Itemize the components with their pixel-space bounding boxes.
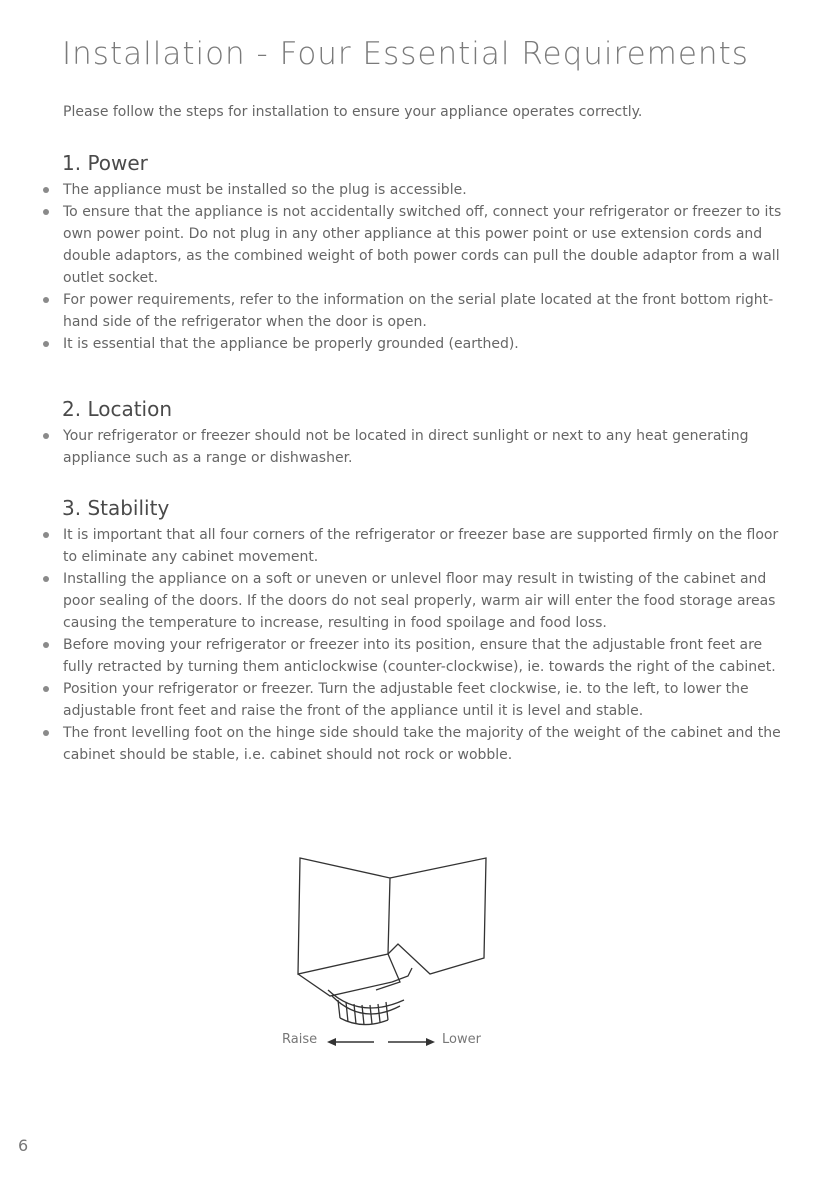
levelling-foot-illustration	[280, 850, 510, 1050]
lower-label: Lower	[442, 1032, 481, 1047]
list-item: To ensure that the appliance is not accidentally switched off, connect your refrigerator or freezer to its own power point. Do not plug in any other appliance at this power point or use extension cords and double adaptors, as the combined weight of both power cords can pull the double adaptor from a wall outlet socket.	[40, 201, 785, 289]
list-item: It is important that all four corners of the refrigerator or freezer base are supported firmly on the floor to eliminate any cabinet movement.	[40, 524, 785, 568]
bullet-list	[40, 524, 785, 766]
intro-text: Please follow the steps for installation to ensure your appliance operates correctly.	[63, 104, 643, 120]
bullet-list	[40, 179, 785, 355]
list-item: The front levelling foot on the hinge side should take the majority of the weight of the cabinet and the cabinet should be stable, i.e. cabinet should not rock or wobble.	[40, 722, 785, 766]
section-stability	[40, 496, 785, 766]
bullet-icon	[43, 341, 49, 347]
arrow-right-icon	[386, 1036, 436, 1048]
bullet-icon	[43, 433, 49, 439]
section-location	[40, 397, 785, 469]
bullet-icon	[43, 686, 49, 692]
bullet-icon	[43, 642, 49, 648]
bullet-list	[40, 425, 785, 469]
section-heading: 1. Power	[62, 151, 148, 175]
bullet-icon	[43, 576, 49, 582]
bullet-icon	[43, 297, 49, 303]
list-item: For power requirements, refer to the information on the serial plate located at the front bottom right-hand side of the refrigerator when the door is open.	[40, 289, 785, 333]
page-number: 6	[18, 1136, 29, 1155]
list-item: It is essential that the appliance be properly grounded (earthed).	[40, 333, 785, 355]
page-title: Installation - Four Essential Requirements	[62, 36, 749, 72]
section-heading: 3. Stability	[62, 496, 170, 520]
refrigerator-foot-drawing	[280, 850, 510, 1030]
arrow-left-icon	[326, 1036, 376, 1048]
bullet-icon	[43, 532, 49, 538]
list-item: Before moving your refrigerator or freezer into its position, ensure that the adjustable front feet are fully retracted by turning them anticlockwise (counter-clockwise), ie. towards the right of the cabinet.	[40, 634, 785, 678]
raise-label: Raise	[282, 1032, 318, 1047]
list-item: Position your refrigerator or freezer. Turn the adjustable feet clockwise, ie. to the left, to lower the adjustable front feet and raise the front of the appliance until it is level and stable.	[40, 678, 785, 722]
section-heading: 2. Location	[62, 397, 173, 421]
bullet-icon	[43, 209, 49, 215]
list-item: The appliance must be installed so the plug is accessible.	[40, 179, 785, 201]
list-item: Your refrigerator or freezer should not be located in direct sunlight or next to any heat generating appliance such as a range or dishwasher.	[40, 425, 785, 469]
bullet-icon	[43, 730, 49, 736]
section-power	[40, 151, 785, 355]
bullet-icon	[43, 187, 49, 193]
list-item: Installing the appliance on a soft or uneven or unlevel floor may result in twisting of the cabinet and poor sealing of the doors. If the doors do not seal properly, warm air will enter the food storage areas causing the temperature to increase, resulting in food spoilage and food loss.	[40, 568, 785, 634]
